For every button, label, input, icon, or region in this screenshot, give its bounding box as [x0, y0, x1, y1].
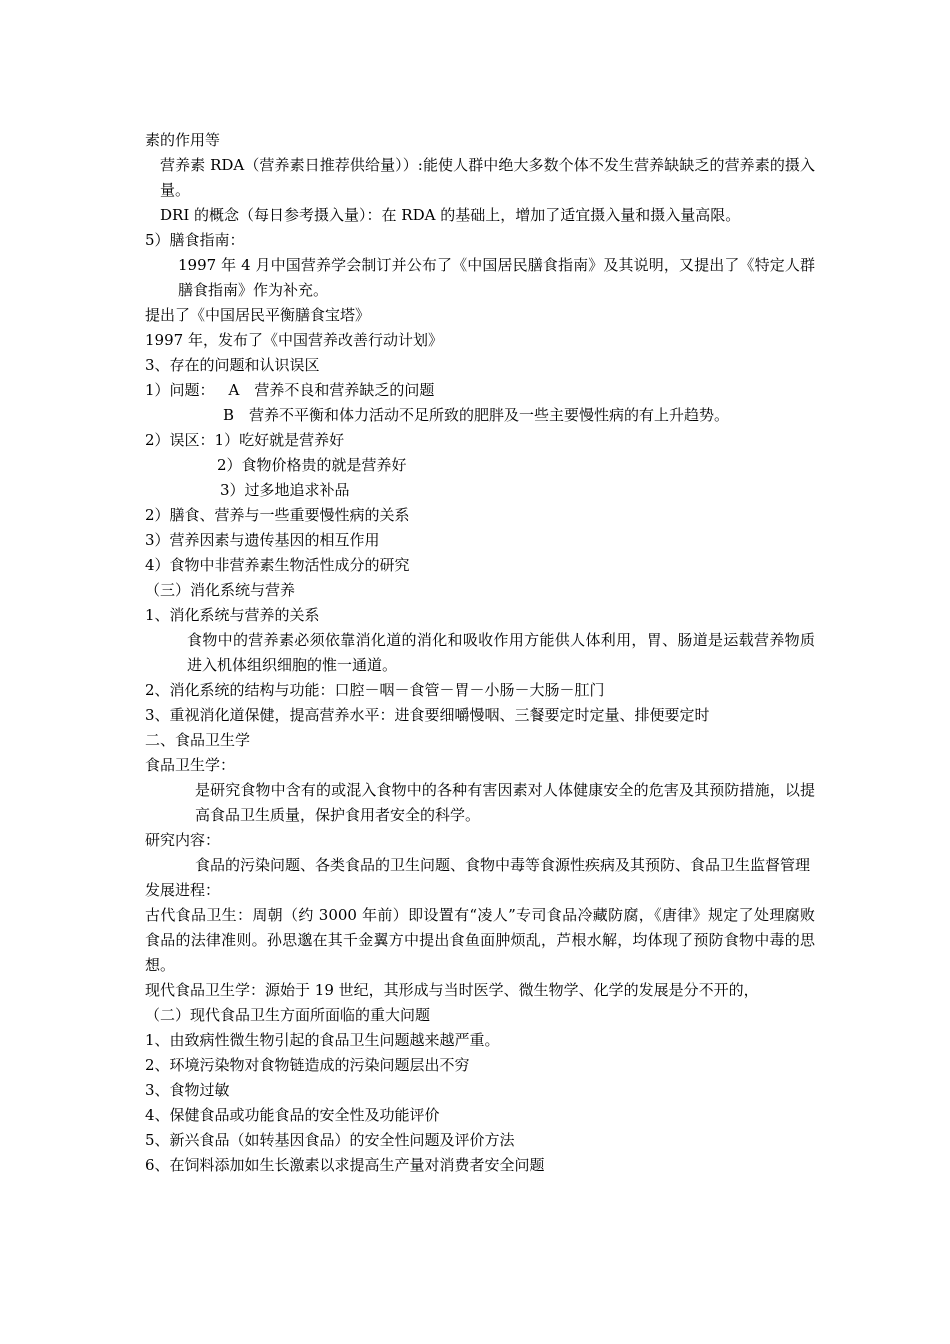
dri-line: DRI 的概念（每日参考摄入量）：在 RDA 的基础上，增加了适宜摄入量和摄入量高限。: [160, 206, 741, 224]
text-line: 4）食物中非营养素生物活性成分的研究: [145, 556, 410, 574]
text-line: 研究内容：: [145, 831, 221, 849]
list-item: 2、环境污染物对食物链造成的污染问题层出不穷: [145, 1056, 470, 1074]
ancient-hygiene-paragraph: 古代食品卫生：周朝（约 3000 年前）即设置有“凌人”专司食品冷藏防腐，《唐律》规定了处理腐败食品的法律准则。孙思邈在其千金翼方中提出食鱼面肿烦乱，芦根水解，均体现了预防食物中毒的思想。: [145, 906, 815, 974]
text-line: 3）营养因素与遗传基因的相互作用: [145, 531, 380, 549]
rda-paragraph: 营养素 RDA（营养素日推荐供给量））:能使人群中绝大多数个体不发生营养缺缺乏的营养素的摄入量。: [160, 156, 815, 199]
digestion-paragraph: 食物中的营养素必须依靠消化道的消化和吸收作用方能供人体利用，胃、肠道是运载营养物质进入机体组织细胞的惟一通道。: [187, 631, 815, 674]
list-item: 1、由致病性微生物引起的食品卫生问题越来越严重。: [145, 1031, 500, 1049]
list-item: 4、保健食品或功能食品的安全性及功能评价: [145, 1106, 440, 1124]
list-item: 6、在饲料添加如生长激素以求提高生产量对消费者安全问题: [145, 1156, 545, 1174]
heading-food-hygiene: 二、食品卫生学: [145, 731, 251, 749]
list-item: 3、食物过敏: [145, 1081, 230, 1099]
misconceptions-label: 2）误区：: [145, 431, 215, 449]
heading-modern-issues: （二）现代食品卫生方面所面临的重大问题: [145, 1006, 431, 1024]
text-line: 现代食品卫生学：源始于 19 世纪，其形成与当时医学、微生物学、化学的发展是分不开的，: [145, 981, 759, 999]
problem-a: A 营养不良和营养缺乏的问题: [228, 381, 435, 399]
misconception-2: 2）食物价格贵的就是营养好: [217, 456, 407, 474]
guidelines-paragraph: 1997 年 4 月中国营养学会制订并公布了《中国居民膳食指南》及其说明，又提出了《特定人群膳食指南》作为补充。: [178, 256, 815, 299]
heading-digestive-system: （三）消化系统与营养: [145, 581, 296, 599]
heading-problems: 3、存在的问题和认识误区: [145, 356, 320, 374]
text-line: 发展进程：: [145, 881, 221, 899]
problems-line: [145, 378, 815, 403]
list-item: 5、新兴食品（如转基因食品）的安全性问题及评价方法: [145, 1131, 515, 1149]
text-line: 1、消化系统与营养的关系: [145, 606, 320, 624]
misconception-3: 3）过多地追求补品: [220, 481, 350, 499]
text-line: 2、消化系统的结构与功能：口腔－咽－食管－胃－小肠－大肠－肛门: [145, 681, 605, 699]
problem-b: B 营养不平衡和体力活动不足所致的肥胖及一些主要慢性病的有上升趋势。: [223, 406, 730, 424]
text-line: 1997 年，发布了《中国营养改善行动计划》: [145, 331, 443, 349]
document-page: [145, 128, 815, 1178]
text-line: 素的作用等: [145, 131, 221, 149]
text-line: 提出了《中国居民平衡膳食宝塔》: [145, 306, 371, 324]
text-line: 2）膳食、营养与一些重要慢性病的关系: [145, 506, 410, 524]
text-line: 3、重视消化道保健，提高营养水平：进食要细嚼慢咽、三餐要定时定量、排便要定时: [145, 706, 710, 724]
text-line: 食品卫生学：: [145, 756, 236, 774]
misconceptions-line: [145, 428, 815, 453]
misconception-1: 1）吃好就是营养好: [214, 431, 345, 449]
problems-label: 1）问题：: [145, 381, 215, 399]
food-hygiene-definition: 是研究食物中含有的或混入食物中的各种有害因素对人体健康安全的危害及其预防措施，以提高食品卫生质量，保护食用者安全的科学。: [195, 781, 815, 824]
heading-dietary-guidelines: 5）膳食指南：: [145, 231, 245, 249]
research-content-paragraph: 食品的污染问题、各类食品的卫生问题、食物中毒等食源性疾病及其预防、食品卫生监督管理: [195, 856, 811, 874]
